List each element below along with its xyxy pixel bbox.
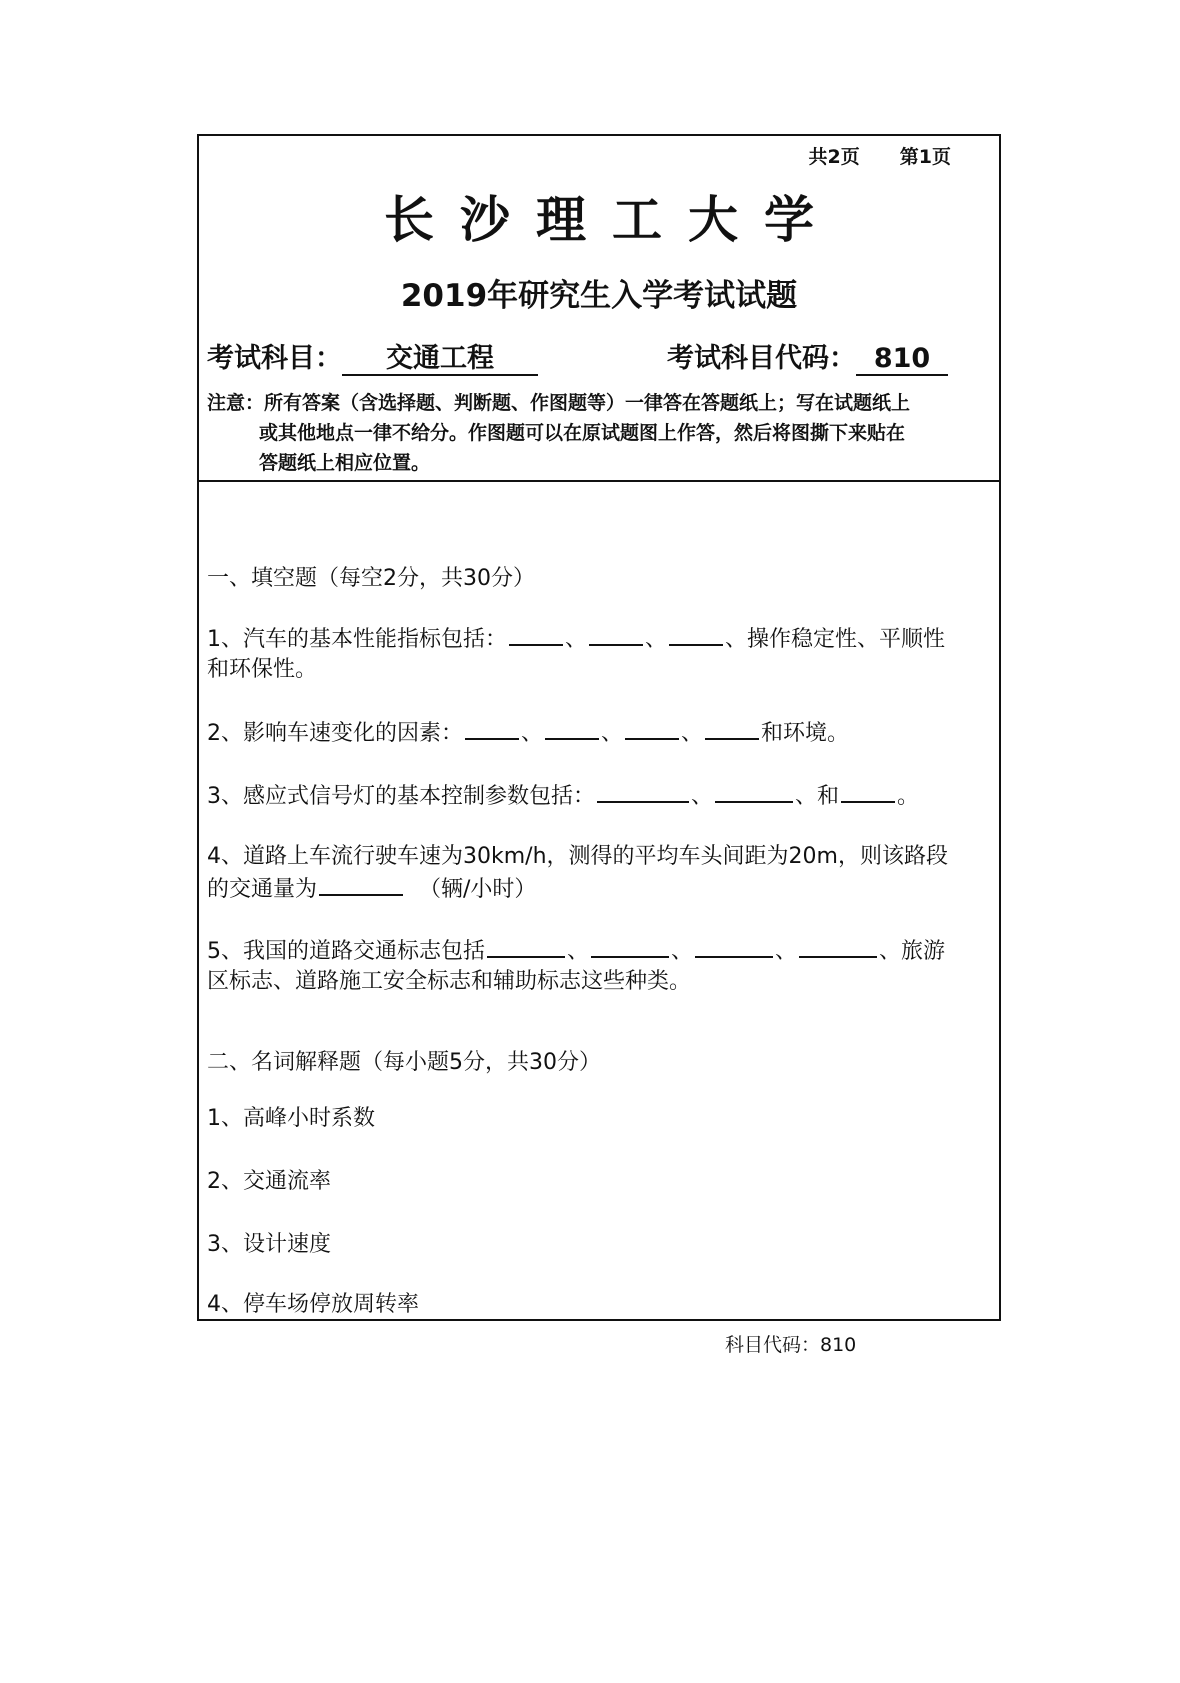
exam-title: 2019年研究生入学考试试题 xyxy=(400,278,798,314)
separator: 、 xyxy=(681,721,704,746)
q3-text-suffix: 。 xyxy=(897,784,920,809)
section-1-title: 一、填空题（每空2分，共30分） xyxy=(207,566,535,591)
term-item-3: 3、设计速度 xyxy=(207,1232,331,1257)
answer-blank[interactable] xyxy=(695,934,773,958)
notice-line-3: 答题纸上相应位置。 xyxy=(259,452,431,474)
footer-subject-code: 科目代码：810 xyxy=(725,1334,857,1356)
answer-blank[interactable] xyxy=(841,779,895,803)
separator: 、 xyxy=(775,939,798,964)
current-page: 第1页 xyxy=(899,146,951,168)
subject-code-row xyxy=(667,336,948,376)
answer-blank[interactable] xyxy=(715,779,793,803)
answer-blank[interactable] xyxy=(545,716,599,740)
answer-blank[interactable] xyxy=(509,622,563,646)
question-5 xyxy=(207,934,997,997)
university-name: 长沙理工大学 xyxy=(384,191,840,249)
answer-blank[interactable] xyxy=(487,934,565,958)
q3-text: 3、感应式信号灯的基本控制参数包括： xyxy=(207,784,595,809)
separator: 、 xyxy=(567,939,590,964)
header-divider xyxy=(199,480,999,482)
section-2-title: 二、名词解释题（每小题5分，共30分） xyxy=(207,1050,601,1075)
total-pages: 共2页 xyxy=(808,146,860,168)
separator: 、 xyxy=(645,627,668,652)
q1-text: 1、汽车的基本性能指标包括： xyxy=(207,627,507,652)
subject-value: 交通工程 xyxy=(342,343,538,376)
subject-row xyxy=(207,336,538,376)
answer-blank[interactable] xyxy=(319,872,403,896)
q4-line-1: 4、道路上车流行驶车速为30km/h，测得的平均车头间距为20m，则该路段 xyxy=(207,844,948,869)
q2-text: 2、影响车速变化的因素： xyxy=(207,721,463,746)
answer-blank[interactable] xyxy=(705,716,759,740)
question-3 xyxy=(207,779,997,812)
exam-notice xyxy=(207,388,997,478)
term-item-4: 4、停车场停放周转率 xyxy=(207,1292,419,1317)
answer-blank[interactable] xyxy=(465,716,519,740)
q5-text-suffix: 、旅游 xyxy=(879,939,946,964)
subject-code-value: 810 xyxy=(856,343,948,376)
answer-blank[interactable] xyxy=(597,779,689,803)
q3-text-mid: 、和 xyxy=(795,784,840,809)
term-item-1: 1、高峰小时系数 xyxy=(207,1106,375,1131)
term-item-2: 2、交通流率 xyxy=(207,1169,331,1194)
answer-blank[interactable] xyxy=(799,934,877,958)
q5-line-2: 区标志、道路施工安全标志和辅助标志这些种类。 xyxy=(207,969,692,994)
q2-text-suffix: 和环境。 xyxy=(761,721,850,746)
answer-blank[interactable] xyxy=(591,934,669,958)
q1-text-suffix: 、操作稳定性、平顺性 xyxy=(725,627,946,652)
answer-blank[interactable] xyxy=(625,716,679,740)
separator: 、 xyxy=(691,784,714,809)
answer-blank[interactable] xyxy=(669,622,723,646)
question-2 xyxy=(207,716,997,749)
exam-paper-frame xyxy=(197,134,1001,1321)
subject-label: 考试科目： xyxy=(207,343,342,374)
separator: 、 xyxy=(565,627,588,652)
q5-text: 5、我国的道路交通标志包括 xyxy=(207,939,485,964)
question-4 xyxy=(207,842,997,905)
separator: 、 xyxy=(671,939,694,964)
question-1 xyxy=(207,622,997,685)
answer-blank[interactable] xyxy=(589,622,643,646)
page-indicator xyxy=(809,142,951,169)
q1-line-2: 和环保性。 xyxy=(207,657,318,682)
separator: 、 xyxy=(521,721,544,746)
notice-line-2: 或其他地点一律不给分。作图题可以在原试题图上作答，然后将图撕下来贴在 xyxy=(259,422,906,444)
q4-unit: （辆/小时） xyxy=(419,877,537,902)
separator: 、 xyxy=(601,721,624,746)
notice-line-1: 注意：所有答案（含选择题、判断题、作图题等）一律答在答题纸上；写在试题纸上 xyxy=(207,392,911,414)
q4-text: 的交通量为 xyxy=(207,877,318,902)
subject-code-label: 考试科目代码： xyxy=(667,343,856,374)
